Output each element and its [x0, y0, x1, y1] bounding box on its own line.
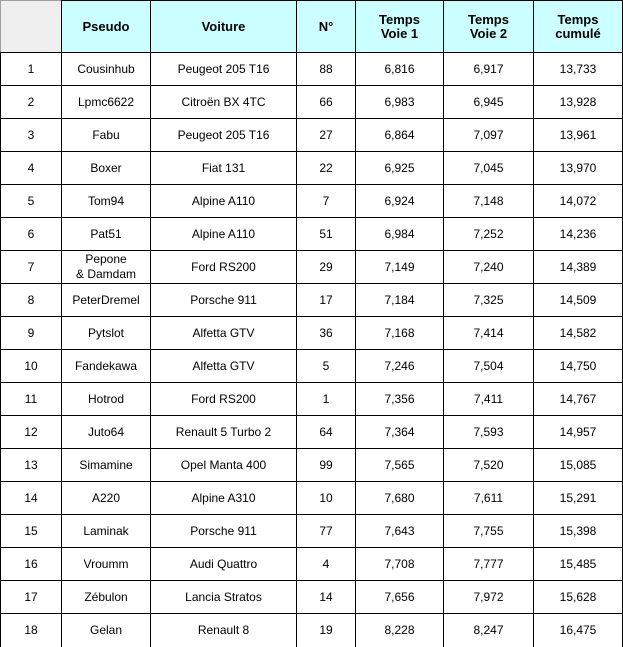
cell-numero: 1	[297, 383, 356, 416]
cell-numero: 51	[297, 218, 356, 251]
pseudo-line1: Simamine	[79, 458, 133, 472]
cell-pseudo	[62, 86, 151, 119]
cell-voiture: Alpine A110	[151, 218, 297, 251]
header-temps-voie1-line2: Voie 1	[380, 25, 419, 41]
cell-pseudo	[62, 581, 151, 614]
pseudo-line1: Pepone	[85, 252, 127, 266]
pseudo-line1: Fandekawa	[74, 359, 138, 373]
cell-pseudo	[62, 218, 151, 251]
cell-pseudo	[62, 119, 151, 152]
table-row	[1, 614, 623, 647]
pseudo-line1: Zébulon	[84, 590, 128, 604]
pseudo-line1: Pytslot	[87, 326, 124, 340]
table-row	[1, 284, 623, 317]
cell-temps-voie1: 6,816	[356, 53, 444, 86]
cell-rank: 7	[1, 251, 62, 284]
cell-pseudo	[62, 317, 151, 350]
cell-rank: 14	[1, 482, 62, 515]
cell-pseudo	[62, 449, 151, 482]
cell-rank: 2	[1, 86, 62, 119]
cell-temps-cumule: 14,767	[534, 383, 623, 416]
cell-temps-cumule: 15,628	[534, 581, 623, 614]
cell-temps-cumule: 14,582	[534, 317, 623, 350]
table-header	[1, 1, 623, 53]
cell-temps-voie1: 6,924	[356, 185, 444, 218]
cell-temps-cumule: 13,970	[534, 152, 623, 185]
cell-numero: 19	[297, 614, 356, 647]
cell-rank: 17	[1, 581, 62, 614]
cell-temps-voie1: 7,246	[356, 350, 444, 383]
cell-temps-voie2: 6,917	[444, 53, 534, 86]
cell-voiture: Fiat 131	[151, 152, 297, 185]
cell-rank: 10	[1, 350, 62, 383]
cell-temps-cumule: 16,475	[534, 614, 623, 647]
table-row	[1, 548, 623, 581]
cell-temps-cumule: 13,961	[534, 119, 623, 152]
cell-temps-voie2: 7,097	[444, 119, 534, 152]
cell-temps-voie2: 7,755	[444, 515, 534, 548]
table-row	[1, 86, 623, 119]
cell-temps-voie1: 6,984	[356, 218, 444, 251]
table-row	[1, 416, 623, 449]
cell-pseudo	[62, 548, 151, 581]
cell-temps-voie1: 7,643	[356, 515, 444, 548]
cell-voiture: Alfetta GTV	[151, 317, 297, 350]
cell-pseudo	[62, 284, 151, 317]
cell-temps-voie2: 7,148	[444, 185, 534, 218]
cell-numero: 5	[297, 350, 356, 383]
cell-numero: 77	[297, 515, 356, 548]
header-temps-voie2-line2: Voie 2	[469, 25, 508, 41]
cell-numero: 7	[297, 185, 356, 218]
cell-pseudo	[62, 185, 151, 218]
pseudo-line1: Fabu	[92, 128, 120, 142]
pseudo-line1: Pat51	[90, 227, 122, 241]
cell-pseudo	[62, 416, 151, 449]
cell-temps-cumule: 15,291	[534, 482, 623, 515]
cell-temps-cumule: 13,928	[534, 86, 623, 119]
cell-rank: 3	[1, 119, 62, 152]
cell-temps-voie1: 7,184	[356, 284, 444, 317]
cell-rank: 9	[1, 317, 62, 350]
cell-temps-voie2: 7,414	[444, 317, 534, 350]
table-body	[1, 53, 623, 647]
cell-numero: 27	[297, 119, 356, 152]
cell-numero: 99	[297, 449, 356, 482]
cell-rank: 8	[1, 284, 62, 317]
cell-pseudo	[62, 515, 151, 548]
table-row	[1, 119, 623, 152]
cell-rank: 12	[1, 416, 62, 449]
cell-voiture: Citroën BX 4TC	[151, 86, 297, 119]
cell-numero: 88	[297, 53, 356, 86]
cell-voiture: Ford RS200	[151, 383, 297, 416]
cell-voiture: Peugeot 205 T16	[151, 119, 297, 152]
cell-temps-voie2: 7,972	[444, 581, 534, 614]
pseudo-line1: PeterDremel	[72, 293, 140, 307]
cell-temps-cumule: 14,957	[534, 416, 623, 449]
cell-temps-voie2: 8,247	[444, 614, 534, 647]
header-numero: N°	[297, 1, 356, 53]
pseudo-line2: & Damdam	[75, 267, 137, 281]
table-row	[1, 53, 623, 86]
table-row	[1, 185, 623, 218]
cell-rank: 18	[1, 614, 62, 647]
table-row	[1, 152, 623, 185]
cell-voiture: Renault 5 Turbo 2	[151, 416, 297, 449]
cell-temps-voie1: 7,680	[356, 482, 444, 515]
table-row	[1, 482, 623, 515]
header-pseudo: Pseudo	[62, 1, 151, 53]
cell-temps-voie1: 8,228	[356, 614, 444, 647]
cell-temps-cumule: 14,509	[534, 284, 623, 317]
cell-temps-voie2: 7,611	[444, 482, 534, 515]
cell-temps-cumule: 13,733	[534, 53, 623, 86]
cell-temps-voie2: 7,252	[444, 218, 534, 251]
cell-temps-voie1: 7,364	[356, 416, 444, 449]
cell-temps-voie1: 6,983	[356, 86, 444, 119]
cell-temps-voie2: 7,504	[444, 350, 534, 383]
cell-pseudo	[62, 383, 151, 416]
cell-voiture: Porsche 911	[151, 284, 297, 317]
cell-temps-voie1: 7,168	[356, 317, 444, 350]
cell-temps-cumule: 14,236	[534, 218, 623, 251]
cell-temps-voie2: 7,045	[444, 152, 534, 185]
cell-temps-cumule: 14,389	[534, 251, 623, 284]
cell-temps-voie2: 6,945	[444, 86, 534, 119]
table-row	[1, 449, 623, 482]
header-row	[1, 1, 623, 53]
cell-temps-voie2: 7,411	[444, 383, 534, 416]
cell-rank: 16	[1, 548, 62, 581]
cell-pseudo	[62, 152, 151, 185]
cell-numero: 4	[297, 548, 356, 581]
pseudo-line1: Boxer	[90, 161, 122, 175]
cell-numero: 66	[297, 86, 356, 119]
header-temps-cumule	[534, 1, 623, 53]
cell-numero: 36	[297, 317, 356, 350]
cell-temps-cumule: 15,398	[534, 515, 623, 548]
cell-numero: 14	[297, 581, 356, 614]
cell-pseudo	[62, 53, 151, 86]
cell-temps-voie2: 7,593	[444, 416, 534, 449]
cell-rank: 15	[1, 515, 62, 548]
pseudo-line1: Vroumm	[83, 557, 129, 571]
cell-temps-cumule: 15,485	[534, 548, 623, 581]
pseudo-line1: Gelan	[89, 623, 123, 638]
cell-voiture: Porsche 911	[151, 515, 297, 548]
table-row	[1, 218, 623, 251]
header-temps-cumule-line2: cumulé	[555, 25, 601, 41]
cell-pseudo	[62, 614, 151, 647]
cell-numero: 17	[297, 284, 356, 317]
cell-voiture: Alpine A110	[151, 185, 297, 218]
pseudo-line1: Juto64	[87, 425, 125, 439]
cell-temps-voie1: 6,925	[356, 152, 444, 185]
cell-temps-cumule: 15,085	[534, 449, 623, 482]
cell-voiture: Alpine A310	[151, 482, 297, 515]
cell-voiture: Ford RS200	[151, 251, 297, 284]
cell-rank: 13	[1, 449, 62, 482]
cell-numero: 29	[297, 251, 356, 284]
table-row	[1, 251, 623, 284]
cell-voiture: Opel Manta 400	[151, 449, 297, 482]
pseudo-line1: Tom94	[87, 194, 125, 208]
cell-temps-voie2: 7,240	[444, 251, 534, 284]
cell-temps-voie2: 7,325	[444, 284, 534, 317]
header-temps-voie2	[444, 1, 534, 53]
cell-temps-voie1: 7,565	[356, 449, 444, 482]
cell-temps-voie1: 6,864	[356, 119, 444, 152]
cell-voiture: Alfetta GTV	[151, 350, 297, 383]
pseudo-line1: A220	[91, 491, 121, 505]
cell-temps-voie2: 7,777	[444, 548, 534, 581]
table-row	[1, 383, 623, 416]
pseudo-line1: Hotrod	[87, 392, 125, 406]
cell-temps-cumule: 14,072	[534, 185, 623, 218]
cell-numero: 22	[297, 152, 356, 185]
table-row	[1, 317, 623, 350]
cell-rank: 4	[1, 152, 62, 185]
header-temps-voie1-line1: Temps	[379, 11, 420, 27]
cell-numero: 64	[297, 416, 356, 449]
cell-voiture: Renault 8	[151, 614, 297, 647]
table-row	[1, 515, 623, 548]
table-row	[1, 581, 623, 614]
header-corner-cell	[1, 1, 62, 53]
cell-voiture: Peugeot 205 T16	[151, 53, 297, 86]
cell-temps-voie2: 7,520	[444, 449, 534, 482]
cell-voiture: Audi Quattro	[151, 548, 297, 581]
header-temps-cumule-line1: Temps	[557, 11, 599, 27]
cell-rank: 6	[1, 218, 62, 251]
pseudo-line1: Cousinhub	[77, 62, 135, 76]
cell-temps-voie1: 7,656	[356, 581, 444, 614]
cell-pseudo	[62, 482, 151, 515]
pseudo-line1: Lpmc6622	[77, 95, 135, 109]
cell-rank: 5	[1, 185, 62, 218]
cell-temps-cumule: 14,750	[534, 350, 623, 383]
cell-pseudo	[62, 251, 151, 284]
cell-rank: 11	[1, 383, 62, 416]
pseudo-line1: Laminak	[83, 524, 129, 538]
cell-numero: 10	[297, 482, 356, 515]
cell-pseudo	[62, 350, 151, 383]
cell-temps-voie1: 7,708	[356, 548, 444, 581]
header-voiture: Voiture	[151, 1, 297, 53]
header-temps-voie2-line1: Temps	[468, 11, 509, 27]
table-row	[1, 350, 623, 383]
cell-temps-voie1: 7,149	[356, 251, 444, 284]
cell-rank: 1	[1, 53, 62, 86]
cell-voiture: Lancia Stratos	[151, 581, 297, 614]
cell-temps-voie1: 7,356	[356, 383, 444, 416]
header-temps-voie1	[356, 1, 444, 53]
